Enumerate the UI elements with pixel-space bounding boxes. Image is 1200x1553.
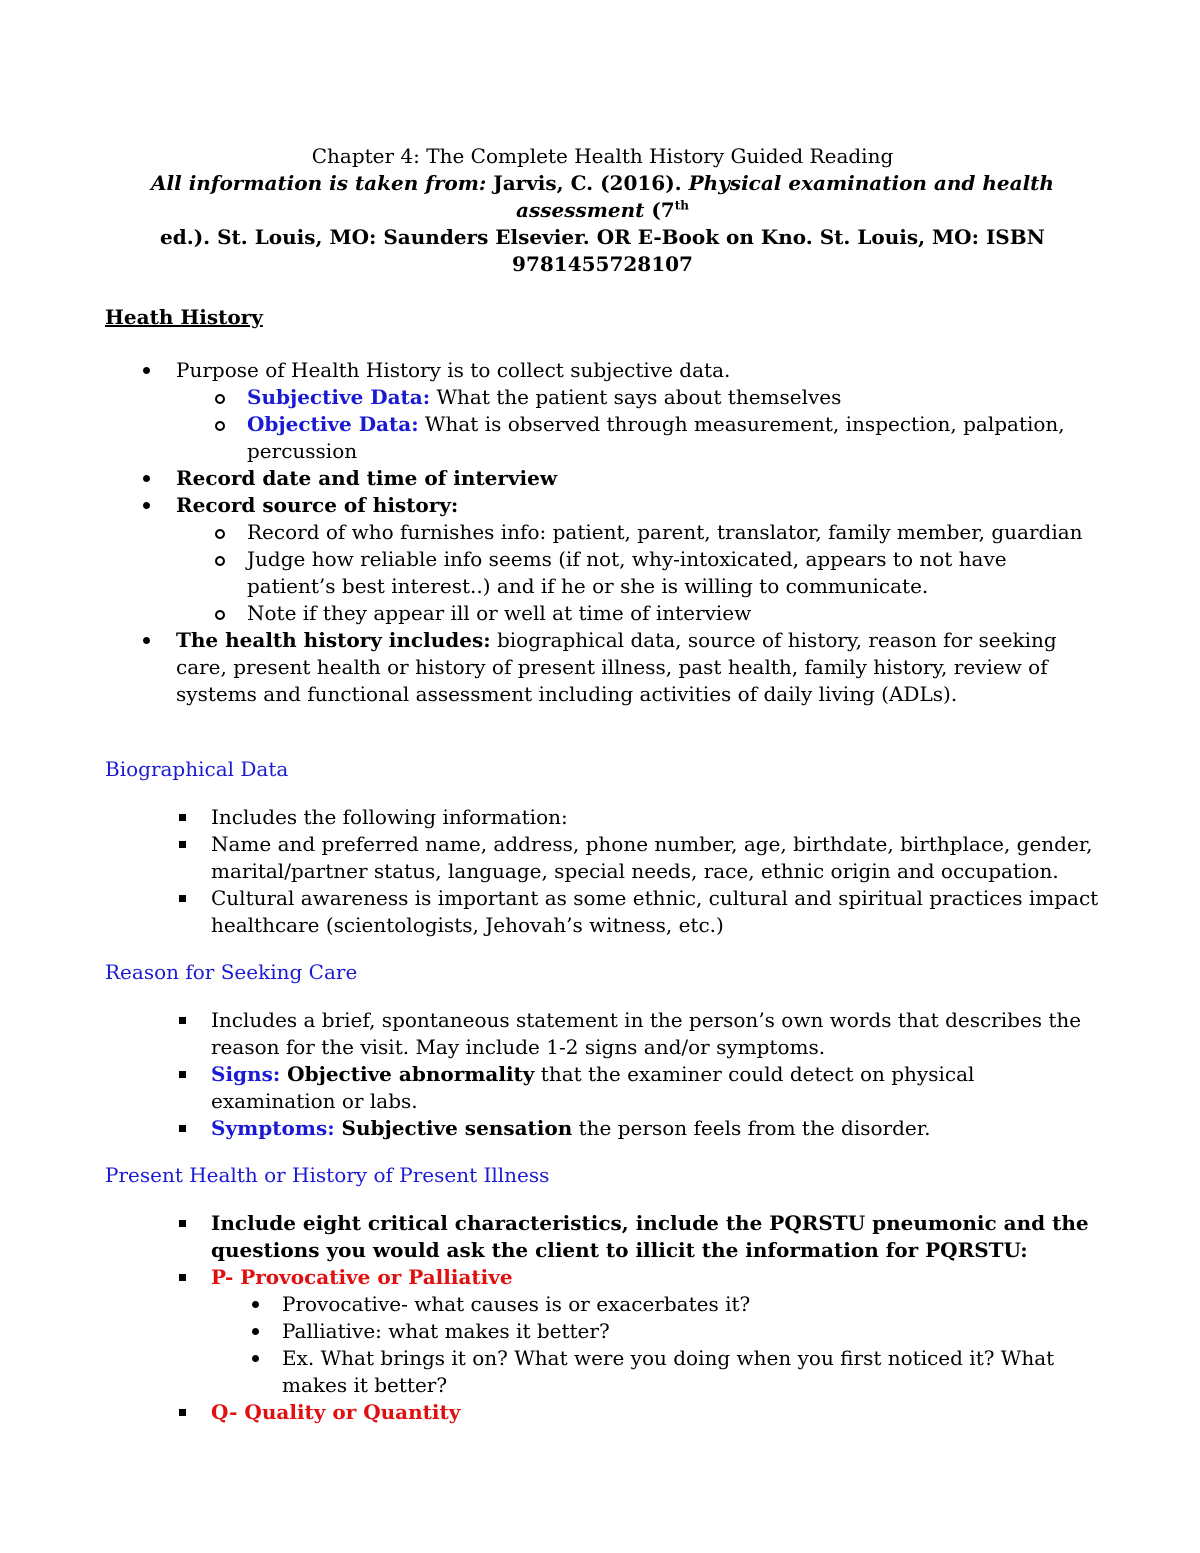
- section-heading-health-history: Heath History: [105, 305, 263, 329]
- section-heading-biographical: Biographical Data: [105, 757, 289, 781]
- source-label: All information is taken from:: [151, 171, 487, 195]
- symptoms-text: the person feels from the disorder.: [572, 1116, 931, 1140]
- subjective-text: What the patient says about themselves: [430, 385, 842, 409]
- list-item: Record of who furnishes info: patient, parent, translator, family member, guardian: [105, 519, 1100, 546]
- list-item: P- Provocative or Palliative: [105, 1264, 1100, 1291]
- list-item: Provocative- what causes is or exacerbates it?: [105, 1291, 1100, 1318]
- list-item: Q- Quality or Quantity: [105, 1399, 1100, 1426]
- list-item: [105, 1115, 1100, 1142]
- includes-text: biographical data, source of history, reason for seeking care, present health or history of present illness, past health, family history, review of systems and functional assessment including activities of daily living (ADLs).: [176, 628, 1057, 706]
- document-page: [105, 143, 1100, 1426]
- list-item: Judge how reliable info seems (if not, why-intoxicated, appears to not have patient’s best interest..) and if he or she is willing to communicate.: [105, 546, 1100, 600]
- list-item: [105, 384, 1100, 411]
- biographical-list: [105, 804, 1100, 939]
- list-item: Include eight critical characteristics, include the PQRSTU pneumonic and the questions you would ask the client to illicit the information for PQRSTU:: [105, 1210, 1100, 1264]
- includes-label: The health history includes:: [176, 628, 491, 652]
- list-item: Purpose of Health History is to collect subjective data.: [105, 357, 1100, 384]
- list-item: Note if they appear ill or well at time of interview: [105, 600, 1100, 627]
- list-item: Name and preferred name, address, phone number, age, birthdate, birthplace, gender, marital/partner status, language, special needs, race, ethnic origin and occupation.: [105, 831, 1100, 885]
- reason-list: [105, 1007, 1100, 1142]
- list-item: Record source of history:: [105, 492, 1100, 519]
- list-item: Includes a brief, spontaneous statement in the person’s own words that describes the reason for the visit. May include 1-2 signs and/or symptoms.: [105, 1007, 1100, 1061]
- source-author: Jarvis, C. (2016).: [486, 171, 689, 195]
- present-health-list: [105, 1210, 1100, 1426]
- signs-text: that the examiner could detect on physical examination or labs.: [211, 1062, 975, 1113]
- list-item: [105, 411, 1100, 465]
- symptoms-bold: Subjective sensation: [334, 1116, 573, 1140]
- source-book: Physical examination and health assessment: [515, 171, 1054, 222]
- source-edition-sup: th: [674, 198, 689, 213]
- list-item: Includes the following information:: [105, 804, 1100, 831]
- subjective-label: Subjective Data:: [247, 385, 431, 409]
- list-item: Palliative: what makes it better?: [105, 1318, 1100, 1345]
- source-citation: [105, 170, 1100, 224]
- section-heading-present-health: Present Health or History of Present Illness: [105, 1163, 550, 1187]
- list-item: [105, 627, 1100, 708]
- section-heading-reason: Reason for Seeking Care: [105, 960, 358, 984]
- list-item: Ex. What brings it on? What were you doing when you first noticed it? What makes it better?: [105, 1345, 1100, 1399]
- list-item: Cultural awareness is important as some ethnic, cultural and spiritual practices impact healthcare (scientologists, Jehovah’s witness, etc.): [105, 885, 1100, 939]
- objective-label: Objective Data:: [247, 412, 419, 436]
- list-item: [105, 1061, 1100, 1115]
- document-title: Chapter 4: The Complete Health History Guided Reading: [311, 144, 894, 168]
- health-history-list: [105, 357, 1100, 708]
- signs-label: Signs:: [211, 1062, 281, 1086]
- source-edition: (7: [644, 198, 675, 222]
- document-header: [105, 143, 1100, 278]
- objective-text: What is observed through measurement, inspection, palpation, percussion: [247, 412, 1065, 463]
- signs-bold: Objective abnormality: [280, 1062, 535, 1086]
- symptoms-label: Symptoms:: [211, 1116, 335, 1140]
- list-item: Record date and time of interview: [105, 465, 1100, 492]
- source-publisher: ed.). St. Louis, MO: Saunders Elsevier. OR E-Book on Kno. St. Louis, MO: ISBN 9781455728107: [160, 225, 1045, 276]
